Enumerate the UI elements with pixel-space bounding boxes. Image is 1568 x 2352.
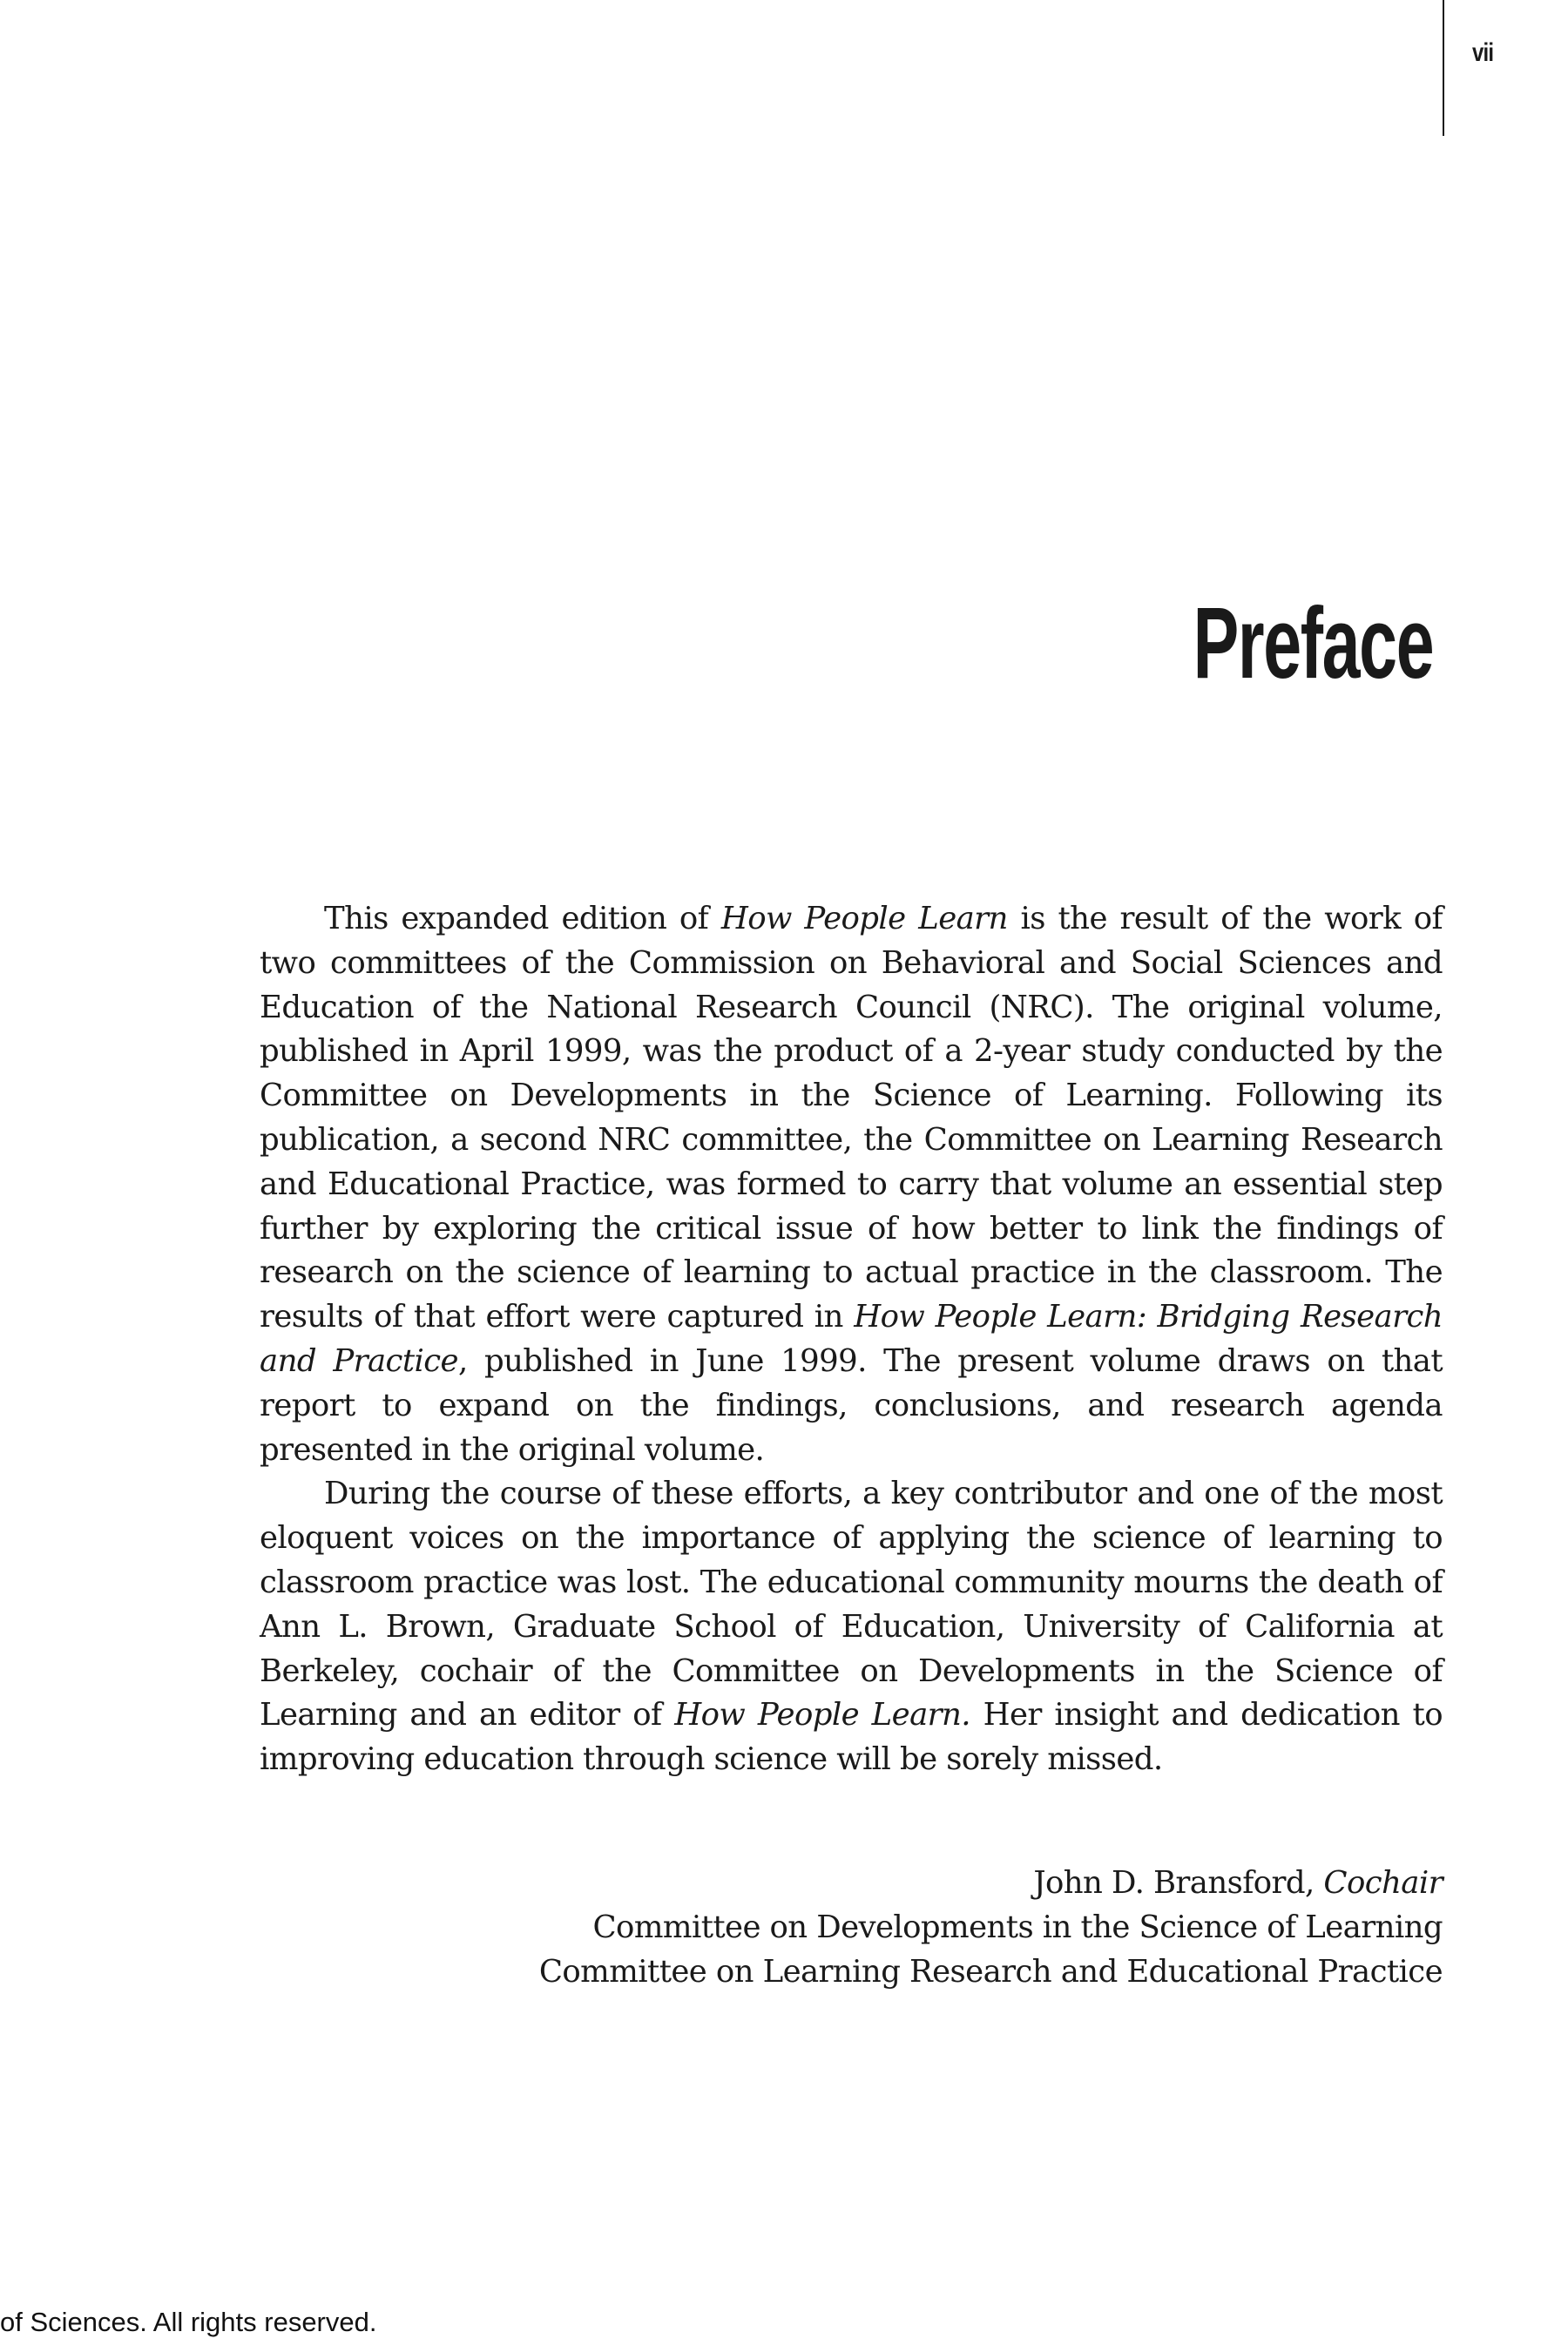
paragraph-1-text-a: This expanded edition of xyxy=(324,901,721,936)
paragraph-1 xyxy=(260,897,1443,1472)
signature-role: Cochair xyxy=(1323,1865,1443,1901)
book-title-bridging-research: How People Learn: Bridging Research and Practice xyxy=(260,1299,1443,1379)
header-rule xyxy=(1443,0,1444,136)
signature-name: John D. Bransford, xyxy=(1033,1865,1324,1901)
signature-committee-1: Committee on Developments in the Science of Learning xyxy=(592,1909,1443,1945)
signature-committee-2: Committee on Learning Research and Educational Practice xyxy=(538,1953,1443,1990)
paragraph-2 xyxy=(260,1472,1443,1782)
paragraph-1-text-b: is the result of the work of two committees of the Commission on Behavioral and Social Sciences and Education of the National Research Council (NRC). The original volume, published in April 1999, was the product of a 2-year study conducted by the Committee on Developments in the Science of Learning. Following its publication, a second NRC committee, the Committee on Learning Research and Educational Practice, was formed to carry that volume an essential step further by exploring the critical issue of how better to link the findings of research on the science of learning to actual practice in the classroom. The results of that effort were captured in xyxy=(260,901,1443,1335)
copyright-footer: of Sciences. All rights reserved. xyxy=(0,2307,377,2337)
page-title: Preface xyxy=(1193,586,1433,700)
paragraph-2-text-b: Her insight and dedication to improving education through science will be sorely missed. xyxy=(260,1697,1443,1778)
page-number: vii xyxy=(1472,38,1494,67)
book-title-how-people-learn: How People Learn xyxy=(720,901,1008,936)
paragraph-1-text-c: , published in June 1999. The present volume draws on that report to expand on the findings, conclusions, and research agenda presented in the original volume. xyxy=(260,1342,1443,1468)
book-title-how-people-learn-2: How People Learn. xyxy=(674,1697,970,1734)
signature-name-line xyxy=(539,1862,1443,1906)
paragraph-2-text-a: During the course of these efforts, a key contributor and one of the most eloquent voices on the importance of applying the science of learning to classroom practice was lost. The educational community mourns the death of Ann L. Brown, Graduate School of Education, University of California at Berkeley, cochair of the Committee on Developments in the Science of Learning and an editor of xyxy=(260,1476,1443,1734)
signature-block xyxy=(539,1862,1443,1994)
body-text xyxy=(260,897,1443,1782)
